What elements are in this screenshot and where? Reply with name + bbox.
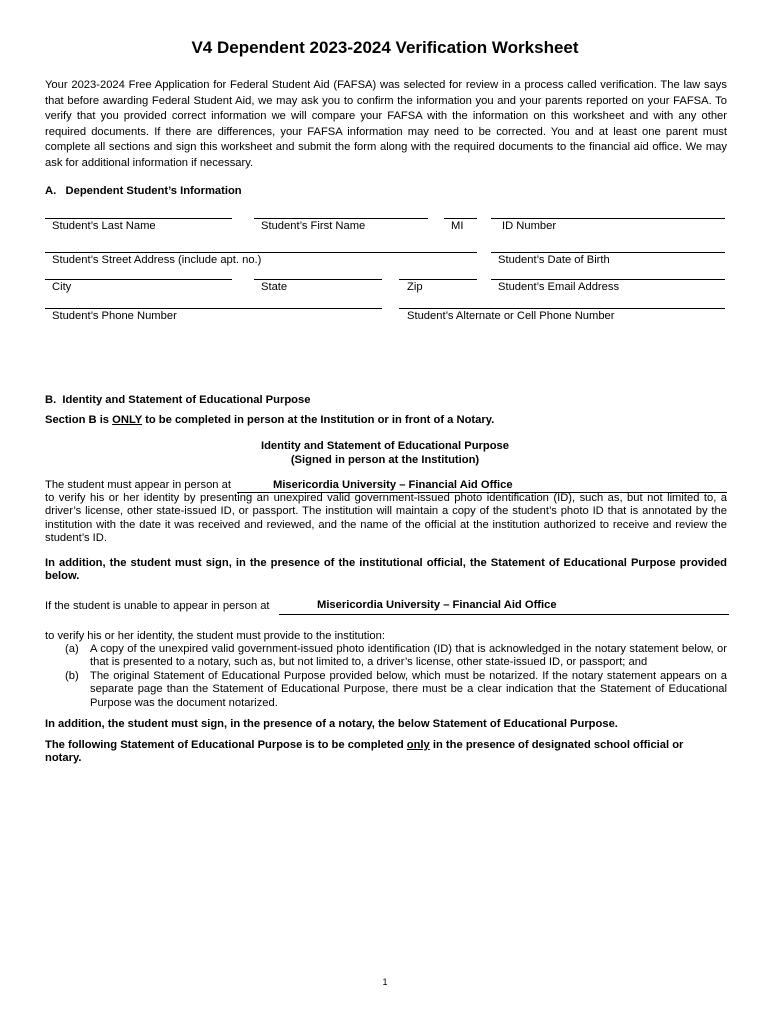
- only-note-suffix: to be completed in person at the Institution or in front of a Notary.: [142, 414, 495, 426]
- last-name-line[interactable]: [45, 218, 232, 219]
- page-number: 1: [382, 977, 388, 987]
- following-statement: [45, 739, 705, 766]
- section-b-heading: B. Identity and Statement of Educational Purpose: [45, 394, 311, 406]
- id-number-label: ID Number: [502, 220, 557, 232]
- dob-line[interactable]: [491, 252, 725, 253]
- id-number-line[interactable]: [491, 218, 725, 219]
- office-name: Misericordia University – Financial Aid Office: [273, 479, 513, 491]
- sub-subtitle: (Signed in person at the Institution): [290, 454, 480, 466]
- list-marker: (b): [65, 670, 79, 682]
- verify-intro: to verify his or her identity, the student must provide to the institution:: [45, 630, 385, 642]
- section-a-heading: A. Dependent Student’s Information: [45, 185, 242, 197]
- zip-label: Zip: [407, 281, 423, 293]
- list-item: [65, 670, 727, 710]
- first-name-label: Student’s First Name: [261, 220, 366, 232]
- unable-prefix: If the student is unable to appear in person at: [45, 600, 270, 612]
- city-line[interactable]: [45, 279, 232, 280]
- page-title: V4 Dependent 2023-2024 Verification Worksheet: [191, 38, 579, 57]
- list-text: The original Statement of Educational Purpose provided below, which must be notarized. If the notary statement appears on a separate page than the Statement of Educational Purpose, there must be a clear indication that the Statement of Educational Purpose was the document notarized.: [90, 670, 727, 709]
- in-person-prefix: The student must appear in person at: [45, 479, 231, 491]
- first-name-line[interactable]: [254, 218, 428, 219]
- section-b-only-note: [45, 414, 727, 426]
- only-note-prefix: Section B is: [45, 414, 113, 426]
- following-suffix: in the presence of designated school official or notary.: [45, 739, 684, 765]
- sub-title: Identity and Statement of Educational Purpose: [260, 440, 510, 452]
- city-label: City: [52, 281, 72, 293]
- email-line[interactable]: [491, 279, 725, 280]
- dob-label: Student’s Date of Birth: [498, 254, 610, 266]
- following-prefix: The following Statement of Educational Purpose is to be completed: [45, 739, 407, 751]
- unable-office-name: Misericordia University – Financial Aid Office: [317, 599, 557, 611]
- list-text: A copy of the unexpired valid government-issued photo identification (ID) that is acknowledged in the notary statement below, or that is presented to a notary, such as, but not limited to, a driver’s license, other state-issued ID, or passport; and: [90, 643, 727, 669]
- list-marker: (a): [65, 643, 79, 655]
- last-name-label: Student’s Last Name: [52, 220, 156, 232]
- intro-paragraph: Your 2023-2024 Free Application for Federal Student Aid (FAFSA) was selected for review in a process called verification. The law says that before awarding Federal Student Aid, we may ask you to confirm the information you and your parents reported on your FAFSA. To verify that you provided correct information we will compare your FAFSA with the information on this worksheet and with any other required documents. If there are differences, your FAFSA information may need to be corrected. You and at least one parent must complete all sections and sign this worksheet and submit the form along with the required documents to the financial aid office. We may ask for additional information if necessary.: [45, 79, 727, 169]
- following-emphasis: only: [406, 739, 430, 751]
- unable-office-line: [279, 614, 729, 615]
- in-person-paragraph: to verify his or her identity by presenting an unexpired valid government-issued photo identification (ID), such as, but not limited to, a driver’s license, other state-issued ID, or passport. The institution will maintain a copy of the student’s photo ID that is annotated by the institution with the date it was received and reviewed, and the name of the official at the institution authorized to receive and review the student’s ID.: [45, 492, 727, 545]
- zip-line[interactable]: [399, 279, 477, 280]
- phone-label: Student’s Phone Number: [52, 310, 177, 322]
- alt-phone-label: Student’s Alternate or Cell Phone Number: [407, 310, 615, 322]
- only-note-emphasis: ONLY: [112, 414, 143, 426]
- list-item: [65, 643, 727, 670]
- email-label: Student’s Email Address: [498, 281, 620, 293]
- state-label: State: [261, 281, 288, 293]
- state-line[interactable]: [254, 279, 382, 280]
- in-addition-institution: In addition, the student must sign, in the presence of the institutional official, the Statement of Educational Purpose provided below.: [45, 557, 727, 583]
- street-label: Student’s Street Address (include apt. no.): [52, 254, 262, 266]
- alt-phone-line[interactable]: [399, 308, 725, 309]
- in-addition-notary: In addition, the student must sign, in the presence of a notary, the below Statement of Educational Purpose.: [45, 718, 618, 730]
- mi-label: MI: [451, 220, 464, 232]
- street-line[interactable]: [45, 252, 477, 253]
- phone-line[interactable]: [45, 308, 382, 309]
- mi-line[interactable]: [444, 218, 477, 219]
